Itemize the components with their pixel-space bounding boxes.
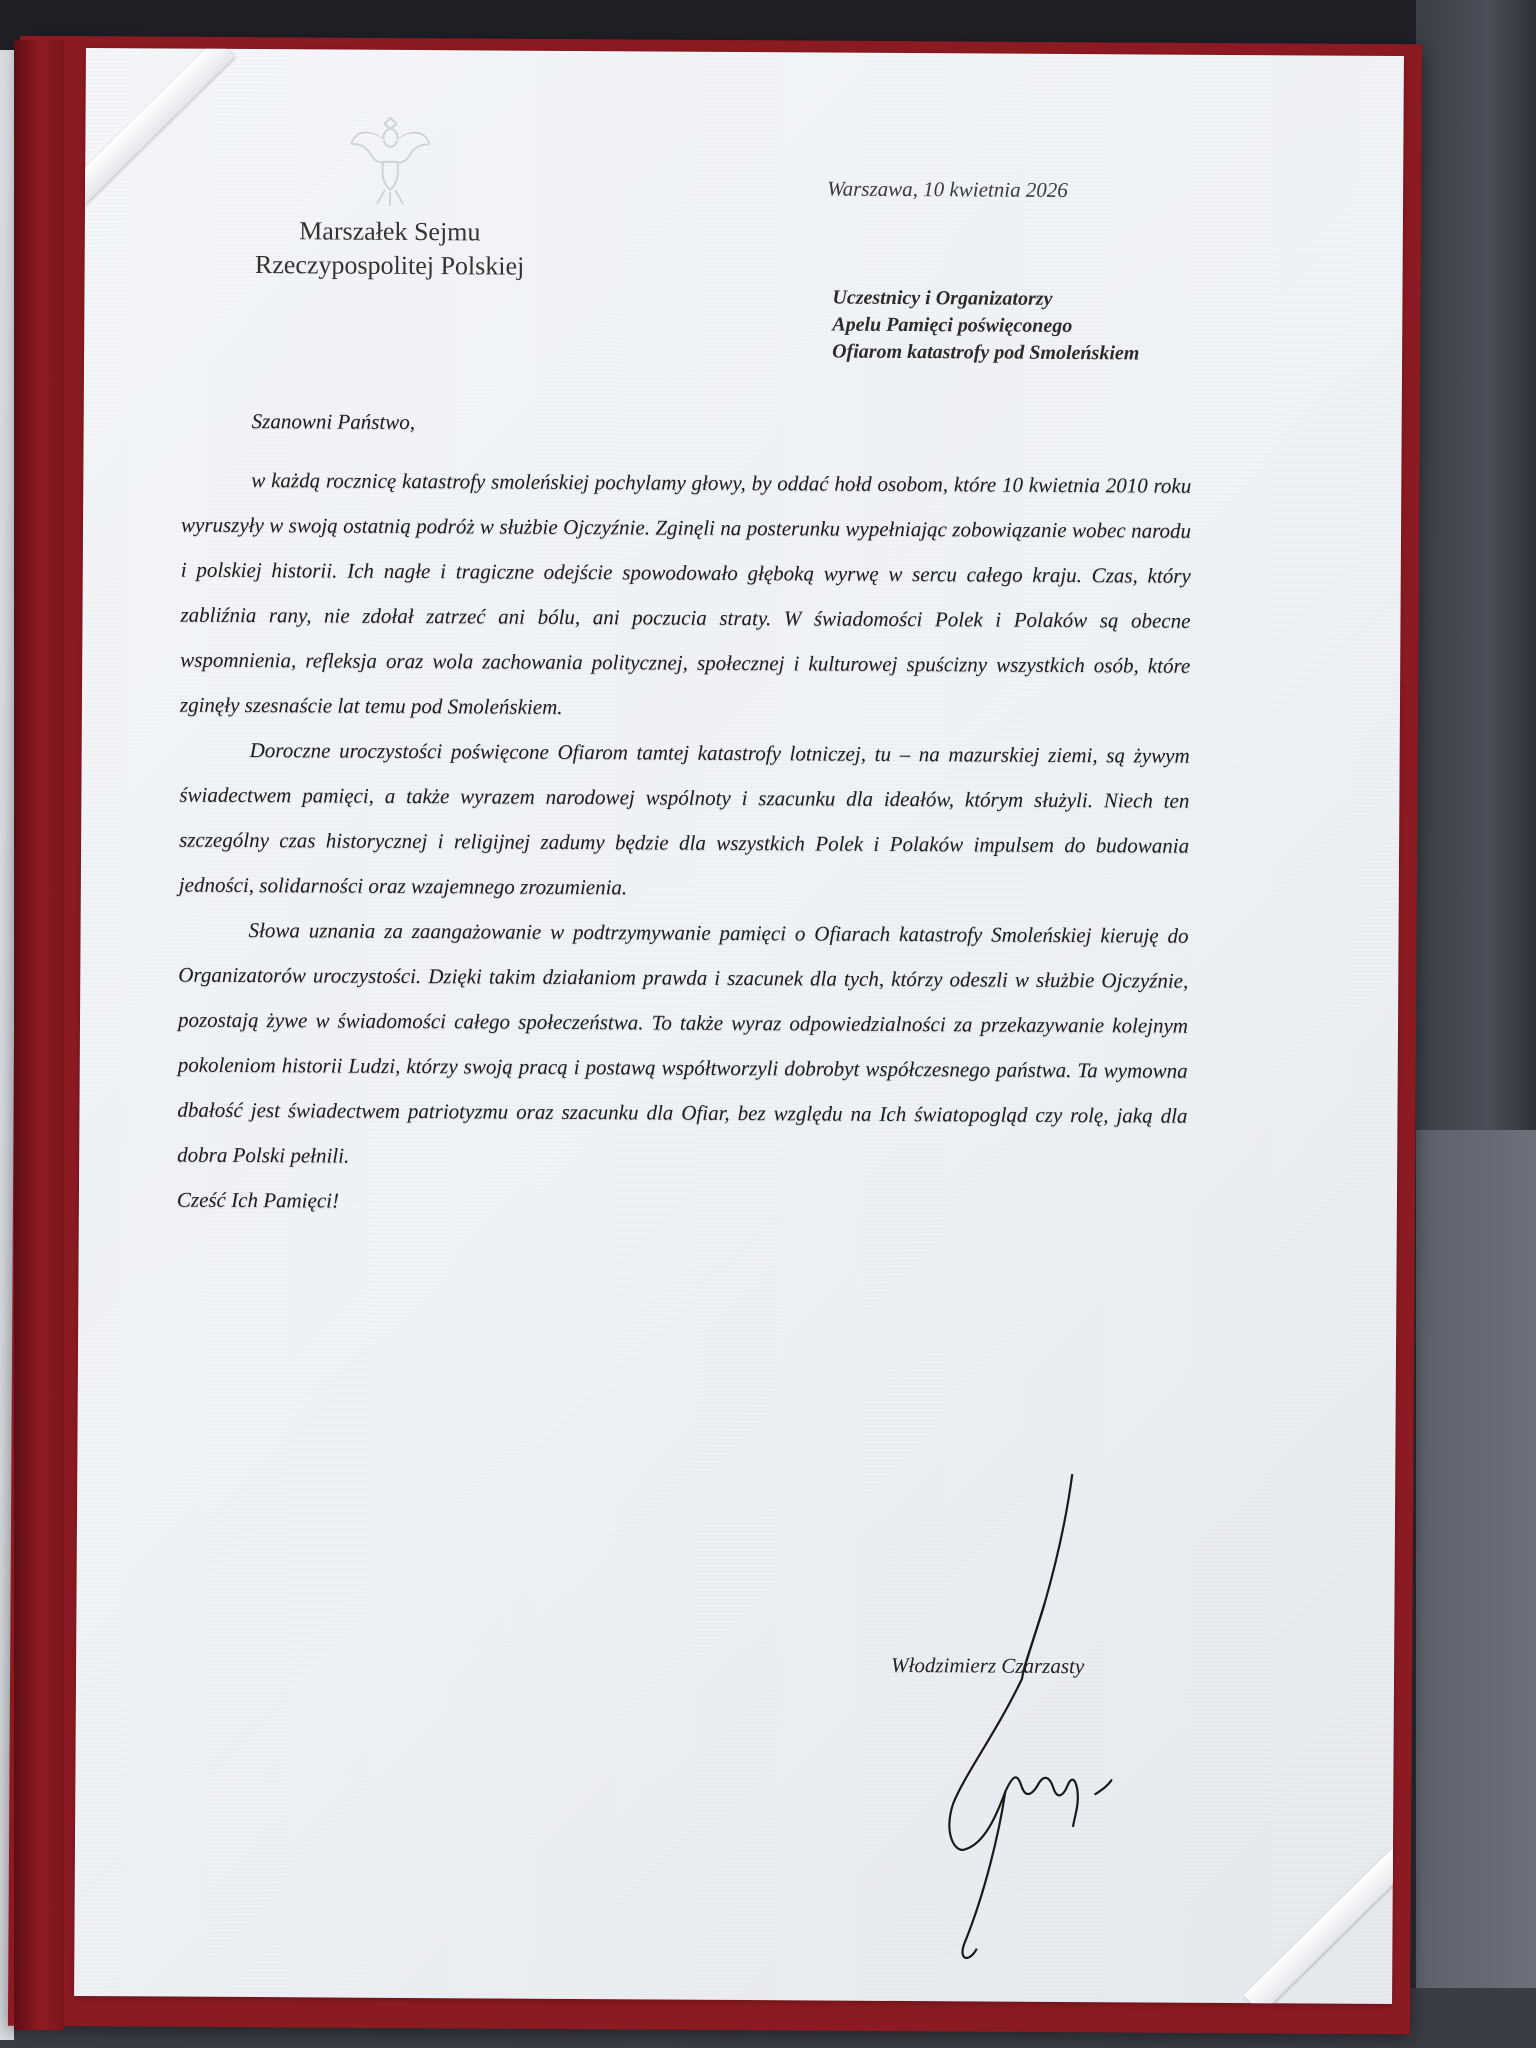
embossed-eagle-icon <box>347 110 434 211</box>
letter-date: Warszawa, 10 kwietnia 2026 <box>827 176 1068 202</box>
body-paragraph-3: Słowa uznania za zaangażowanie w podtrzymywanie pamięci o Ofiarach katastrofy Smoleńskiej kieruję do Organizatorów uroczystości. Dzięki takim działaniom prawda i szacunek dla tych, którzy odeszli w służbie Ojczyźnie, pozostają żywe w świadomości całego społeczeństwa. To także wyraz odpowiedzialności za przekazywanie kolejnym pokoleniom historii Ludzi, którzy swoją pracą i postawą współtworzyli dobrobyt współczesnego państwa. Ta wymowna dbałość jest świadectwem patriotyzmu oraz szacunku dla Ofiar, bez względu na Ich światopogląd czy rolę, jaką dla dobra Polski pełnili. <box>177 918 1189 1168</box>
corner-ribbon-bottom-right <box>1244 1848 1404 2004</box>
sender-letterhead <box>180 214 600 285</box>
addressee-line1: Uczestnicy i Organizatorzy <box>832 286 1053 310</box>
salutation: Szanowni Państwo, <box>251 409 416 435</box>
folder-spine <box>14 40 64 2030</box>
addressee-line3: Ofiarom katastrofy pod Smoleńskiem <box>832 340 1140 365</box>
sender-office-line1: Marszałek Sejmu <box>299 216 481 247</box>
body-paragraph-1: w każdą rocznicę katastrofy smoleńskiej pochylamy głowy, by oddać hołd osobom, które 10 kwietnia 2010 roku wyruszyły w swoją ostatnią podróż w służbie Ojczyźnie. Zginęli na posterunku wypełniając zobowiązanie wobec narodu i polskiej historii. Ich nagłe i tragiczne odejście spowodowało głęboką wyrwę w sercu całego kraju. Czas, który zabliźnia rany, nie zdołał zatrzeć ani bólu, ani poczucia straty. W świadomości Polek i Polaków są obecne wspomnienia, refleksja oraz wola zachowania politycznej, społecznej i kulturowej spuścizny wszystkich osób, które zginęły szesnaście lat temu pod Smoleńskiem. <box>179 468 1192 719</box>
letter-sheet <box>74 48 1404 2004</box>
body-paragraph-2: Doroczne uroczystości poświęcone Ofiarom tamtej katastrofy lotniczej, tu – na mazurskiej ziemi, są żywym świadectwem pamięci, a także wyrazem narodowej wspólnoty i szacunku dla ideałów, którym służyli. Niech ten szczególny czas historycznej i religijnej zadumy będzie dla wszystkich Polek i Polaków impulsem do budowania jedności, solidarności oraz wzajemnego zrozumienia. <box>178 738 1190 900</box>
handwritten-signature <box>924 1473 1187 1975</box>
background-right-lower <box>1416 1130 1536 2048</box>
corner-ribbon-top-left <box>74 48 234 204</box>
addressee-line2: Apelu Pamięci poświęconego <box>832 313 1073 338</box>
sender-office-line2: Rzeczypospolitej Polskiej <box>254 250 525 281</box>
addressee-block <box>832 285 1140 368</box>
signer-name: Włodzimierz Czarzasty <box>891 1652 1085 1679</box>
closing-line: Cześć Ich Pamięci! <box>176 1187 340 1213</box>
letter-body <box>177 399 1192 1229</box>
